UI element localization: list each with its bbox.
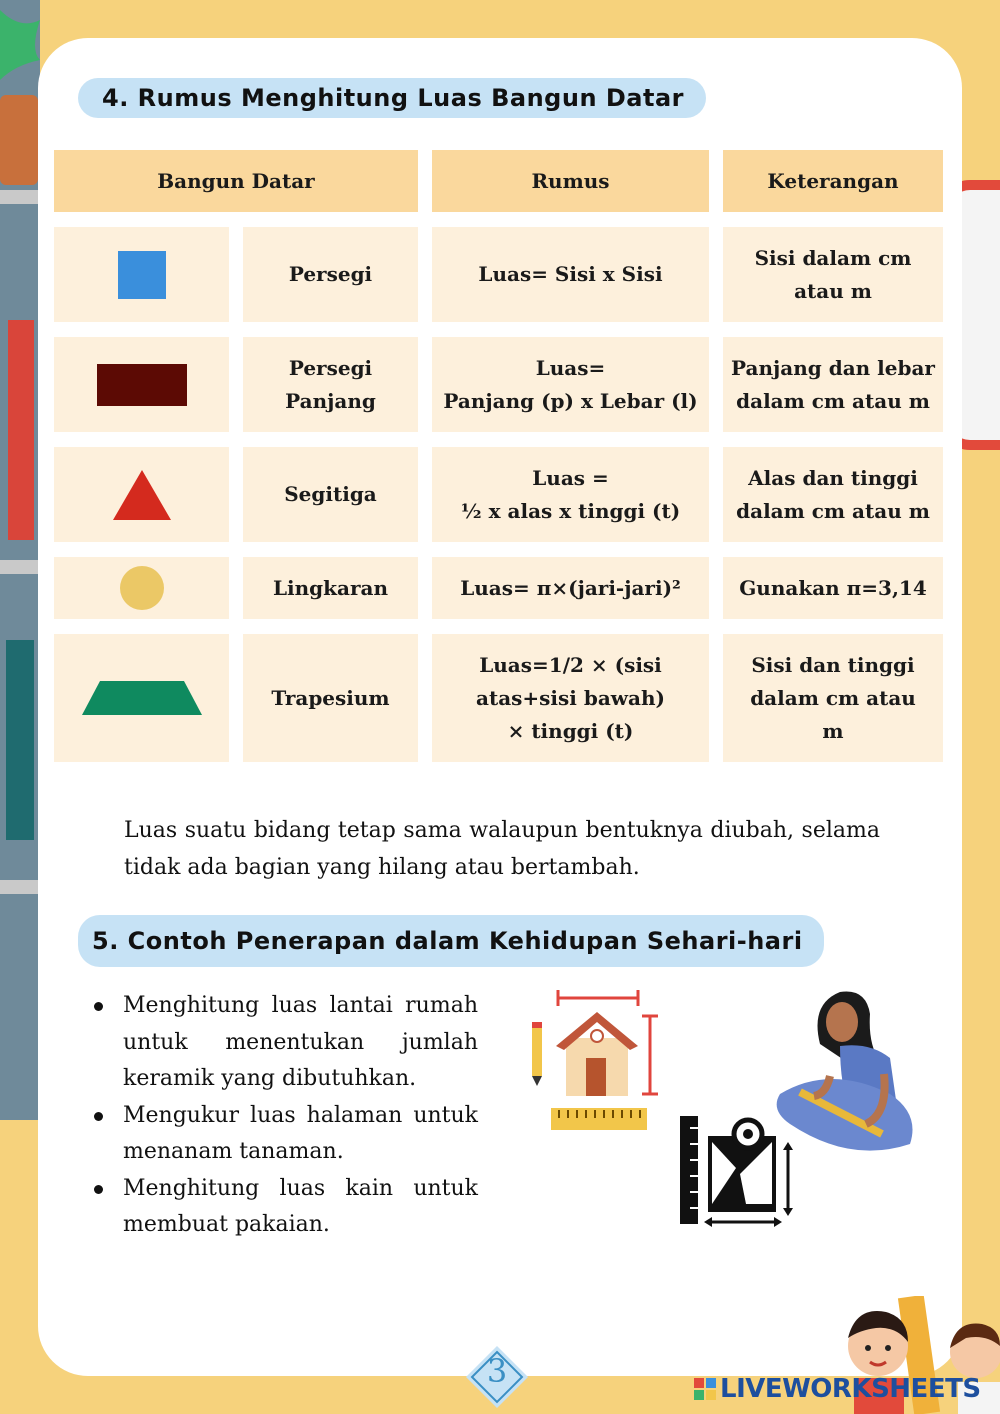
table-row-shape-cell xyxy=(54,337,229,432)
table-cell-name: Trapesium xyxy=(243,634,418,762)
table-cell-keterangan: Panjang dan lebar dalam cm atau m xyxy=(723,337,943,432)
triangle-icon xyxy=(111,468,173,522)
table-cell-keterangan: Alas dan tinggi dalam cm atau m xyxy=(723,447,943,542)
list-item: Mengukur luas halaman untuk menanam tanaman. xyxy=(92,1098,478,1171)
examples-list xyxy=(92,988,478,1244)
table-row-shape-cell xyxy=(54,557,229,619)
table-cell-rumus: Luas= π×(jari-jari)² xyxy=(432,557,709,619)
table-cell-rumus: Luas = ½ x alas x tinggi (t) xyxy=(432,447,709,542)
table-cell-keterangan: Sisi dalam cm atau m xyxy=(723,227,943,322)
table-cell-keterangan: Sisi dan tinggi dalam cm atau m xyxy=(723,634,943,762)
table-cell-name: Segitiga xyxy=(243,447,418,542)
rectangle-icon xyxy=(96,363,188,407)
section-5-heading: 5. Contoh Penerapan dalam Kehidupan Sehari-hari xyxy=(78,915,824,967)
table-header-keterangan: Keterangan xyxy=(723,150,943,212)
table-cell-rumus: Luas= Panjang (p) x Lebar (l) xyxy=(432,337,709,432)
table-cell-name: Persegi Panjang xyxy=(243,337,418,432)
table-row-shape-cell xyxy=(54,634,229,762)
square-icon xyxy=(117,250,167,300)
list-item: Menghitung luas lantai rumah untuk menentukan jumlah keramik yang dibutuhkan. xyxy=(92,988,478,1098)
table-cell-name: Persegi xyxy=(243,227,418,322)
table-header-bangun-datar: Bangun Datar xyxy=(54,150,418,212)
table-cell-name: Lingkaran xyxy=(243,557,418,619)
circle-icon xyxy=(119,565,165,611)
woman-measuring-fabric-illustration xyxy=(770,984,922,1170)
plant-decoration xyxy=(0,0,40,190)
note-paragraph: Luas suatu bidang tetap sama walaupun bentuknya diubah, selama tidak ada bagian yang hilang atau bertambah. xyxy=(124,818,880,880)
list-item: Menghitung luas kain untuk membuat pakaian. xyxy=(92,1171,478,1244)
table-header-rumus: Rumus xyxy=(432,150,709,212)
table-cell-rumus: Luas=1/2 × (sisi atas+sisi bawah) × tinggi (t) xyxy=(432,634,709,762)
trapezoid-icon xyxy=(80,679,204,717)
table-cell-keterangan: Gunakan π=3,14 xyxy=(723,557,943,619)
brand-name[interactable]: LIVEWORKSHEETS xyxy=(720,1374,981,1404)
table-cell-rumus: Luas= Sisi x Sisi xyxy=(432,227,709,322)
page-number: 3 xyxy=(486,1352,508,1390)
table-row-shape-cell xyxy=(54,227,229,322)
section-4-heading: 4. Rumus Menghitung Luas Bangun Datar xyxy=(78,78,706,118)
liveworksheets-logo-icon xyxy=(694,1378,716,1400)
table-row-shape-cell xyxy=(54,447,229,542)
house-measure-illustration xyxy=(526,986,660,1136)
